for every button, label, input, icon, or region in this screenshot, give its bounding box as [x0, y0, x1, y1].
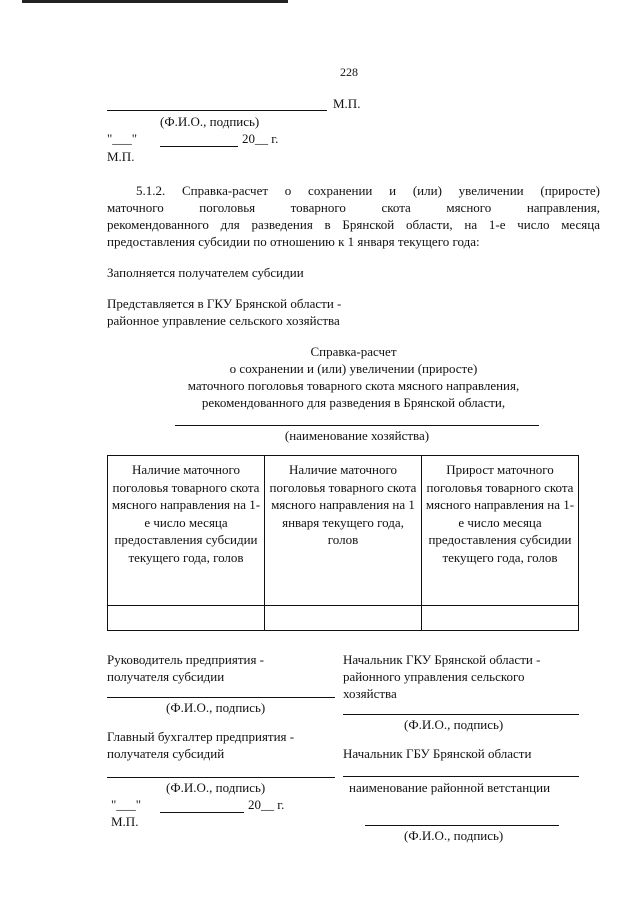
submitted-to-line-1: Представляется в ГКУ Брянской области - [107, 296, 342, 311]
fio-caption: (Ф.И.О., подпись) [166, 780, 266, 795]
date-quote: "___" [107, 131, 138, 146]
accountant-title-2: получателя субсидий [107, 746, 225, 761]
vet-station-caption: наименование районной ветстанции [349, 780, 551, 795]
stamp-mark: М.П. [333, 96, 361, 111]
table-header-cell: Наличие маточного поголовья товарного скота мясного направления на 1 января текущего года, голов [265, 456, 422, 606]
chief-title-2: районного управления сельского [343, 669, 525, 684]
fio-caption: (Ф.И.О., подпись) [160, 114, 260, 129]
stamp-mark-2: М.П. [107, 149, 135, 164]
table-header-cell: Наличие маточного поголовья товарного скота мясного направления на 1-е число месяца предоставления субсидии текущего года, голов [108, 456, 265, 606]
gbu-chief-title: Начальник ГБУ Брянской области [343, 746, 532, 761]
chief-title-1: Начальник ГКУ Брянской области - [343, 652, 541, 667]
form-subtitle-3: рекомендованного для разведения в Брянской области, [201, 395, 506, 410]
farm-name-caption: (наименование хозяйства) [284, 428, 430, 443]
head-title-2: получателя субсидии [107, 669, 225, 684]
page-number: 228 [340, 65, 358, 79]
fio-caption: (Ф.И.О., подпись) [404, 828, 504, 843]
table-header-cell: Прирост маточного поголовья товарного скота мясного направления на 1-е число месяца предоставления субсидии текущего года, голов [422, 456, 579, 606]
form-subtitle-2: маточного поголовья товарного скота мясного направления, [187, 378, 520, 393]
signature-line [107, 777, 335, 778]
signature-line [365, 825, 559, 826]
signature-line [343, 776, 579, 777]
signature-line [107, 697, 335, 698]
filled-by-note: Заполняется получателем субсидии [107, 265, 304, 280]
signature-line [107, 110, 327, 111]
accountant-title-1: Главный бухгалтер предприятия - [107, 729, 295, 744]
paragraph-line-4: предоставления субсидии по отношению к 1 января текущего года: [107, 234, 480, 249]
submitted-to-line-2: районное управление сельского хозяйства [107, 313, 340, 328]
table-cell[interactable] [422, 606, 579, 631]
date-year: 20__ г. [242, 131, 279, 146]
form-title: Справка-расчет [310, 344, 397, 359]
date-quote: "___" [111, 797, 142, 812]
paragraph-line-3: рекомендованного для разведения в Брянской области, на 1-е число месяца [107, 217, 600, 232]
livestock-table [107, 455, 579, 631]
table-row [108, 606, 579, 631]
date-line [160, 812, 244, 813]
head-title-1: Руководитель предприятия - [107, 652, 265, 667]
paragraph-line-2: маточного поголовья товарного скота мясного направления, [107, 200, 600, 215]
chief-title-3: хозяйства [343, 686, 397, 701]
table-cell[interactable] [265, 606, 422, 631]
table-header-row [108, 456, 579, 606]
top-edge-bar [22, 0, 288, 3]
farm-name-line [175, 425, 539, 426]
signature-line [343, 714, 579, 715]
paragraph-line-1: 5.1.2. Справка-расчет о сохранении и (или) увеличении (приросте) [136, 183, 600, 198]
date-year: 20__ г. [248, 797, 285, 812]
stamp-mark: М.П. [111, 814, 139, 829]
form-subtitle-1: о сохранении и (или) увеличении (приросте) [229, 361, 478, 376]
fio-caption: (Ф.И.О., подпись) [166, 700, 266, 715]
date-line [160, 146, 238, 147]
fio-caption: (Ф.И.О., подпись) [404, 717, 504, 732]
table-cell[interactable] [108, 606, 265, 631]
